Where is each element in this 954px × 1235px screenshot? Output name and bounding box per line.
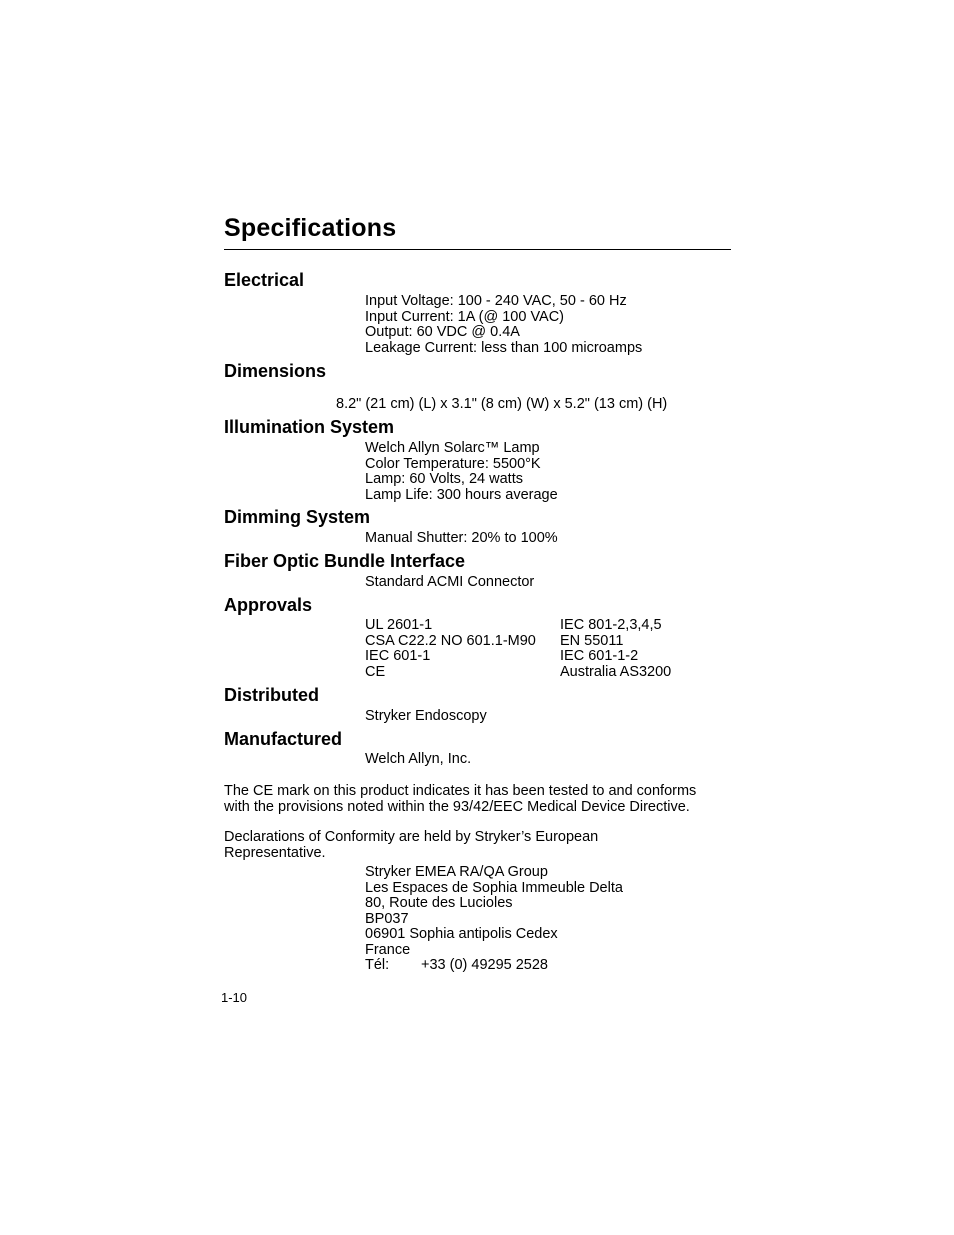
distributed-value: Stryker Endoscopy xyxy=(365,708,487,724)
approvals-left xyxy=(365,618,536,680)
electrical-specs xyxy=(365,294,642,356)
spec-line: Welch Allyn Solarc™ Lamp xyxy=(365,440,540,456)
paragraph-line: Declarations of Conformity are held by Stryker’s European xyxy=(224,829,599,845)
spec-line: Lamp Life: 300 hours average xyxy=(365,486,558,503)
manufactured-value: Welch Allyn, Inc. xyxy=(365,751,472,767)
spec-line: Output: 60 VDC @ 0.4A xyxy=(365,324,520,340)
ce-statement xyxy=(224,784,744,815)
fiber-value: Standard ACMI Connector xyxy=(365,574,535,590)
address-line: 06901 Sophia antipolis Cedex xyxy=(365,926,558,942)
heading-distributed: Distributed xyxy=(224,685,320,705)
approval-item: CSA C22.2 NO 601.1-M90 xyxy=(365,632,536,649)
spec-line: Input Voltage: 100 - 240 VAC, 50 - 60 Hz xyxy=(365,293,627,309)
paragraph-line: with the provisions noted within the 93/42/EEC Medical Device Directive. xyxy=(224,798,690,815)
telephone-label: Tél: xyxy=(365,957,390,973)
spec-line: Lamp: 60 Volts, 24 watts xyxy=(365,471,523,487)
dimensions-value: 8.2" (21 cm) (L) x 3.1" (8 cm) (W) x 5.2" (13 cm) (H) xyxy=(336,396,668,412)
heading-dimensions: Dimensions xyxy=(224,361,327,381)
heading-manufactured: Manufactured xyxy=(224,729,343,749)
telephone-line xyxy=(365,958,623,974)
address-line: BP037 xyxy=(365,910,409,927)
address-line: France xyxy=(365,941,411,958)
approval-item: IEC 601-1 xyxy=(365,648,431,664)
paragraph-line: Representative. xyxy=(224,844,326,861)
declarations-statement xyxy=(224,830,744,861)
address-line: Stryker EMEA RA/QA Group xyxy=(365,864,548,880)
title-rule xyxy=(224,249,731,250)
heading-fiber: Fiber Optic Bundle Interface xyxy=(224,551,466,571)
heading-electrical: Electrical xyxy=(224,270,305,290)
representative-address xyxy=(365,865,623,974)
spec-line: Input Current: 1A (@ 100 VAC) xyxy=(365,308,565,325)
approval-item: Australia AS3200 xyxy=(560,663,672,680)
telephone-number: +33 (0) 49295 2528 xyxy=(421,957,548,973)
address-line: Les Espaces de Sophia Immeuble Delta xyxy=(365,879,623,896)
page-number: 1-10 xyxy=(221,990,248,1005)
heading-approvals: Approvals xyxy=(224,595,313,615)
approval-item: IEC 601-1-2 xyxy=(560,648,639,664)
approvals-right xyxy=(560,618,671,680)
spec-line: Leakage Current: less than 100 microamps xyxy=(365,339,643,356)
page-title: Specifications xyxy=(224,214,397,242)
approval-item: CE xyxy=(365,663,386,680)
address-line: 80, Route des Lucioles xyxy=(365,895,513,911)
paragraph-line: The CE mark on this product indicates it has been tested to and conforms xyxy=(224,783,697,799)
heading-dimming: Dimming System xyxy=(224,507,371,527)
heading-illumination: Illumination System xyxy=(224,417,395,437)
approval-item: UL 2601-1 xyxy=(365,617,433,633)
illumination-specs xyxy=(365,441,558,503)
approval-item: EN 55011 xyxy=(560,632,624,649)
dimming-value: Manual Shutter: 20% to 100% xyxy=(365,530,558,546)
approval-item: IEC 801-2,3,4,5 xyxy=(560,617,662,633)
spec-line: Color Temperature: 5500°K xyxy=(365,455,541,472)
